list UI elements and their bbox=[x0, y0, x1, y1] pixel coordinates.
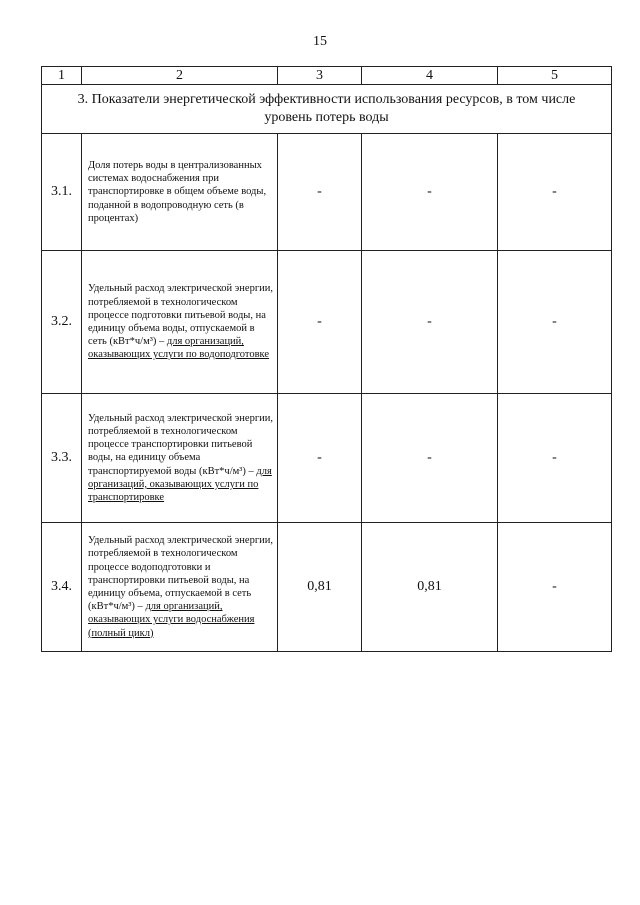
column-number-3: 3 bbox=[278, 67, 362, 85]
column-number-2: 2 bbox=[82, 67, 278, 85]
row-description-underlined: для организаций, оказывающих услуги водоснабжения (полный цикл) bbox=[88, 601, 255, 639]
row-value-col4: - bbox=[362, 394, 498, 523]
row-number: 3.3. bbox=[42, 394, 82, 523]
row-value-col3: 0,81 bbox=[278, 523, 362, 652]
row-description-text: Удельный расход электрической энергии, потребляемой в технологическом процессе транспортировки питьевой воды, на единицу объема транспортируемой воды (кВт*ч/м³) – bbox=[88, 412, 274, 477]
table-row bbox=[42, 251, 612, 394]
row-value-col3: - bbox=[278, 134, 362, 251]
row-value-col5: - bbox=[498, 134, 612, 251]
column-number-5: 5 bbox=[498, 67, 612, 85]
row-number: 3.1. bbox=[42, 134, 82, 251]
section-title: 3. Показатели энергетической эффективности использования ресурсов, в том числе уровень потерь воды bbox=[42, 85, 612, 134]
row-value-col5: - bbox=[498, 251, 612, 394]
row-number: 3.4. bbox=[42, 523, 82, 652]
column-number-1: 1 bbox=[42, 67, 82, 85]
section-row bbox=[42, 85, 612, 134]
row-description-text: Доля потерь воды в централизованных системах водоснабжения при транспортировке в общем объеме воды, поданной в водопроводную сеть (в процентах) bbox=[88, 159, 267, 224]
column-number-4: 4 bbox=[362, 67, 498, 85]
row-description-underlined: для организаций, оказывающих услуги по водоподготовке bbox=[88, 336, 270, 361]
row-description bbox=[82, 523, 278, 652]
row-description bbox=[82, 251, 278, 394]
row-description bbox=[82, 394, 278, 523]
row-value-col5: - bbox=[498, 394, 612, 523]
row-description-underlined: для организаций, оказывающих услуги по транспортировке bbox=[88, 465, 272, 503]
row-value-col5: - bbox=[498, 523, 612, 652]
table-row bbox=[42, 394, 612, 523]
row-description-text: Удельный расход электрической энергии, потребляемой в технологическом процессе водоподготовки и транспортировки питьевой воды, на единицу объема, отпускаемой в сеть (кВт*ч/м³) – bbox=[88, 535, 274, 613]
indicators-table bbox=[41, 66, 612, 652]
column-number-row bbox=[42, 67, 612, 85]
row-value-col3: - bbox=[278, 251, 362, 394]
page-number: 15 bbox=[313, 34, 327, 49]
row-value-col4: - bbox=[362, 134, 498, 251]
row-value-col4: 0,81 bbox=[362, 523, 498, 652]
row-value-col4: - bbox=[362, 251, 498, 394]
row-description-text: Удельный расход электрической энергии, потребляемой в технологическом процессе подготовки питьевой воды, на единицу объема воды, отпускаемой в сеть (кВт*ч/м³) – bbox=[88, 283, 274, 348]
row-description bbox=[82, 134, 278, 251]
table-row bbox=[42, 134, 612, 251]
table-row bbox=[42, 523, 612, 652]
row-value-col3: - bbox=[278, 394, 362, 523]
row-number: 3.2. bbox=[42, 251, 82, 394]
